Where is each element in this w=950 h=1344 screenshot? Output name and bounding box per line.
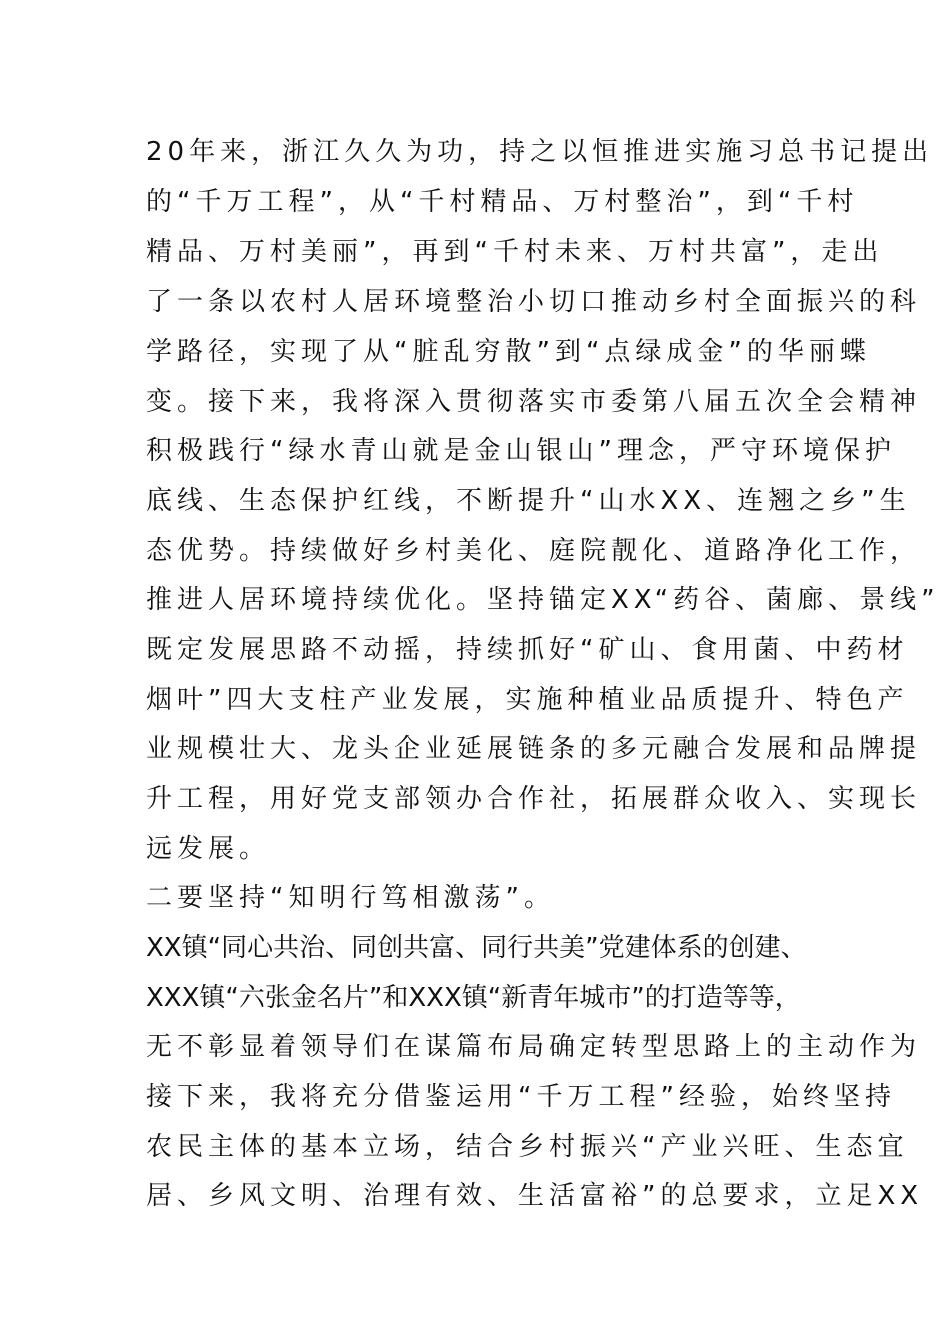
text-line: 积极践行“绿水青山就是金山银山”理念，严守环境保护 xyxy=(146,436,896,466)
text-line: 学路径，实现了从“脏乱穷散”到“点绿成金”的华丽蝶 xyxy=(146,337,871,367)
text-line: 20年来，浙江久久为功，持之以恒推进实施习总书记提出 xyxy=(146,137,934,167)
text-line: 接下来，我将充分借鉴运用“千万工程”经验，始终坚持 xyxy=(146,1082,896,1112)
text-line: 烟叶”四大支柱产业发展，实施种植业品质提升、特色产 xyxy=(146,685,909,715)
text-line: 了一条以农村人居环境整治小切口推动乡村全面振兴的科 xyxy=(146,287,922,317)
text-line: 既定发展思路不动摇，持续抓好“矿山、食用菌、中药材 xyxy=(146,635,909,665)
text-line: 升工程，用好党支部领办合作社，拓展群众收入、实现长 xyxy=(146,784,922,814)
text-line: XX镇“同心共治、同创共富、同行共美”党建体系的创建、 xyxy=(146,933,807,963)
text-line: 无不彰显着领导们在谋篇布局确定转型思路上的主动作为 xyxy=(146,1032,922,1062)
text-line: 底线、生态保护红线，不断提升“山水XX、连翘之乡”生 xyxy=(146,486,911,516)
text-line: 态优势。持续做好乡村美化、庭院靓化、道路净化工作， xyxy=(146,536,922,566)
section-heading: 二要坚持“知明行笃相激荡”。 xyxy=(146,883,555,913)
text-line: 农民主体的基本立场，结合乡村振兴“产业兴旺、生态宜 xyxy=(146,1132,909,1162)
text-line: 推进人居环境持续优化。坚持锚定XX“药谷、菌廊、景线” xyxy=(146,585,940,615)
text-line: 变。接下来，我将深入贯彻落实市委第八届五次全会精神 xyxy=(146,387,922,417)
text-line: 居、乡风文明、治理有效、生活富裕”的总要求，立足XX xyxy=(146,1181,924,1211)
text-line: 远发展。 xyxy=(146,834,271,864)
text-line: 的“千万工程”，从“千村精品、万村整治”，到“千村 xyxy=(146,187,859,217)
text-line: 精品、万村美丽”，再到“千村未来、万村共富”，走出 xyxy=(146,237,884,267)
text-line: 业规模壮大、龙头企业延展链条的多元融合发展和品牌提 xyxy=(146,734,922,764)
text-line: XXX镇“六张金名片”和XXX镇“新青年城市”的打造等等， xyxy=(146,983,801,1013)
